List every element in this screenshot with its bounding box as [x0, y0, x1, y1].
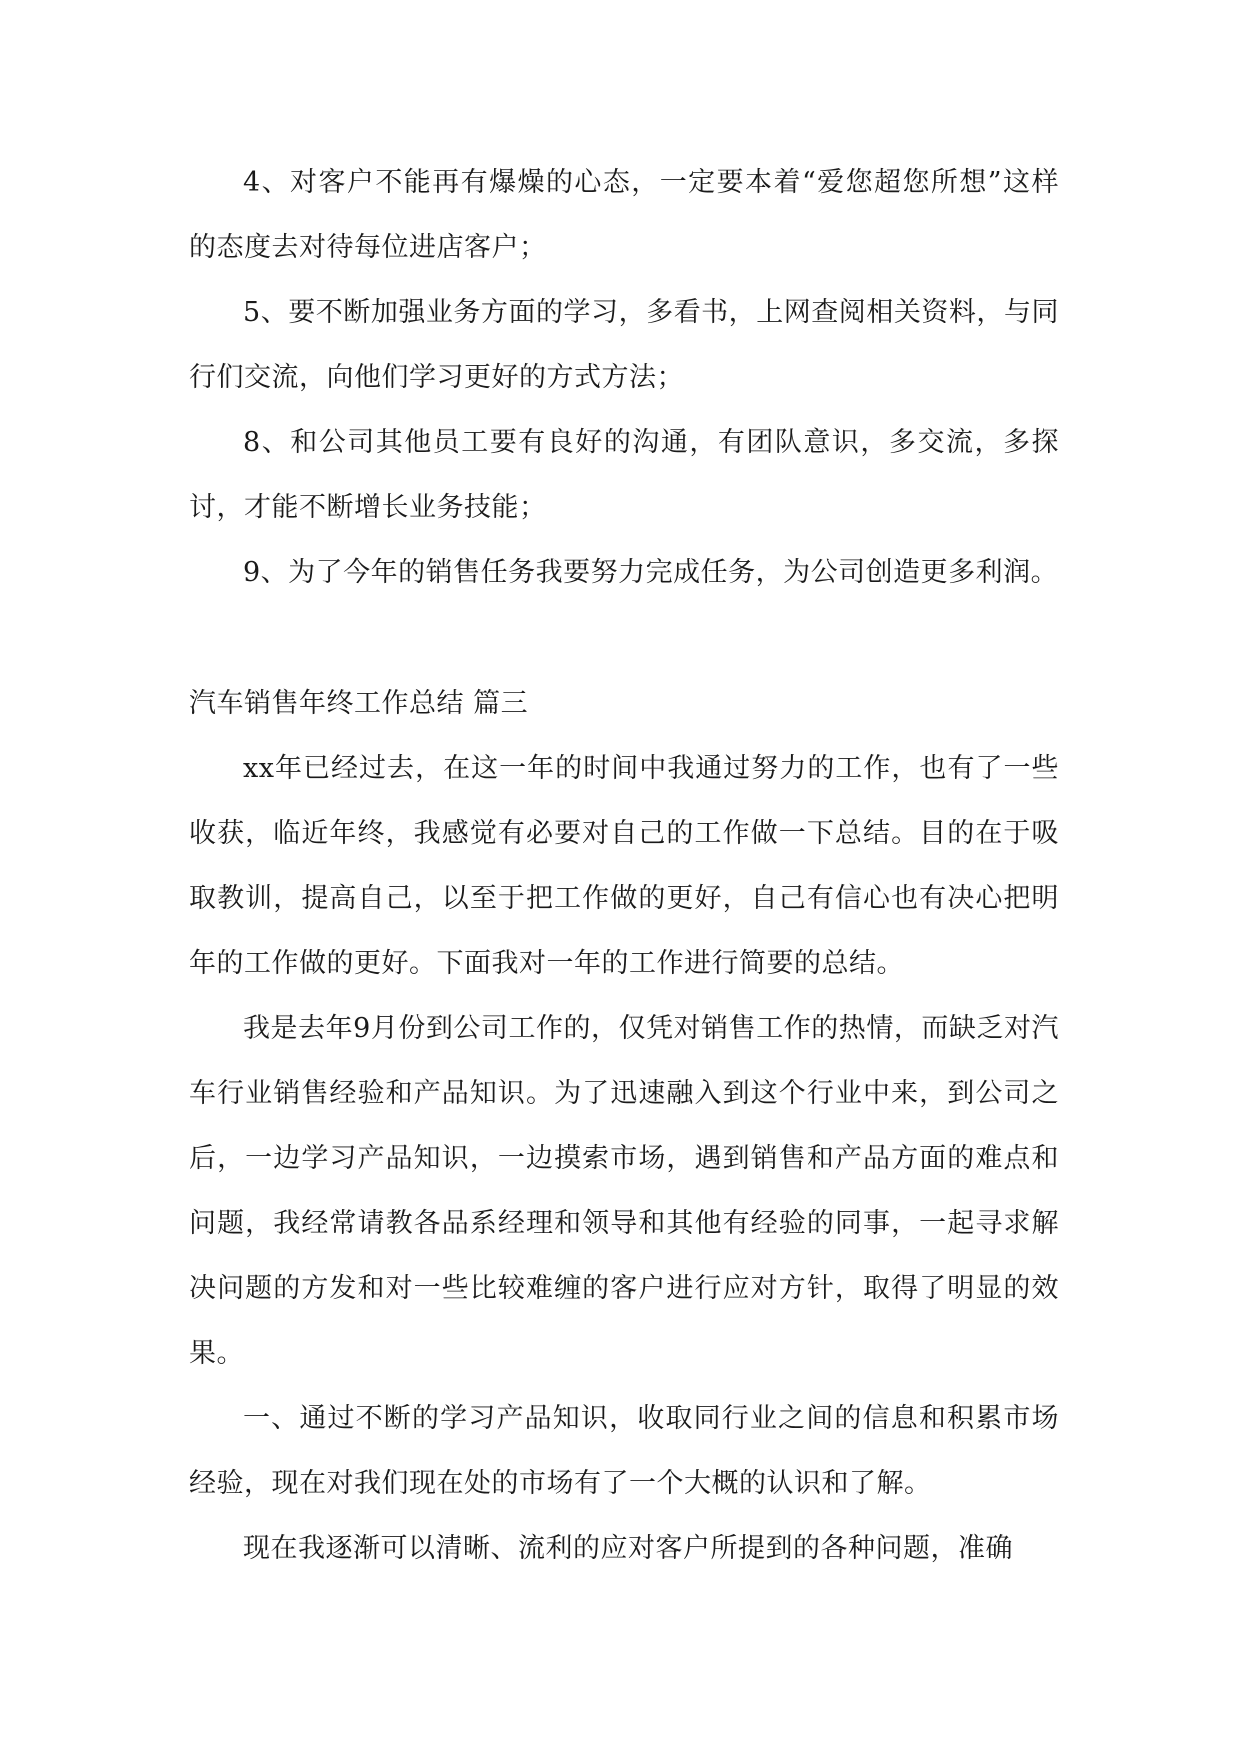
list-item-5: 5、要不断加强业务方面的学习，多看书，上网查阅相关资料，与同行们交流，向他们学习更好的方式方法； — [189, 297, 1059, 393]
background-paragraph: 我是去年9月份到公司工作的，仅凭对销售工作的热情，而缺乏对汽车行业销售经验和产品知识。为了迅速融入到这个行业中来，到公司之后，一边学习产品知识，一边摸索市场，遇到销售和产品方面的难点和问题，我经常请教各品系经理和领导和其他有经验的同事，一起寻求解决问题的方发和对一些比较难缠的客户进行应对方针，取得了明显的效果。 — [189, 1013, 1059, 1369]
point-one-paragraph: 一、通过不断的学习产品知识，收取同行业之间的信息和积累市场经验，现在对我们现在处的市场有了一个大概的认识和了解。 — [189, 1403, 1059, 1499]
intro-paragraph: xx年已经过去，在这一年的时间中我通过努力的工作，也有了一些收获，临近年终，我感觉有必要对自己的工作做一下总结。目的在于吸取教训，提高自己，以至于把工作做的更好，自己有信心也有决心把明年的工作做的更好。下面我对一年的工作进行简要的总结。 — [189, 753, 1059, 979]
list-item-8: 8、和公司其他员工要有良好的沟通，有团队意识，多交流，多探讨，才能不断增长业务技能； — [189, 427, 1059, 523]
document-body — [189, 150, 1059, 1581]
list-item-4: 4、对客户不能再有爆燥的心态，一定要本着“爱您超您所想”这样的态度去对待每位进店客户； — [189, 167, 1059, 263]
list-item-9: 9、为了今年的销售任务我要努力完成任务，为公司创造更多利润。 — [243, 557, 1059, 588]
progress-paragraph: 现在我逐渐可以清晰、流利的应对客户所提到的各种问题，准确 — [243, 1533, 1013, 1564]
section-heading: 汽车销售年终工作总结 篇三 — [189, 688, 529, 719]
